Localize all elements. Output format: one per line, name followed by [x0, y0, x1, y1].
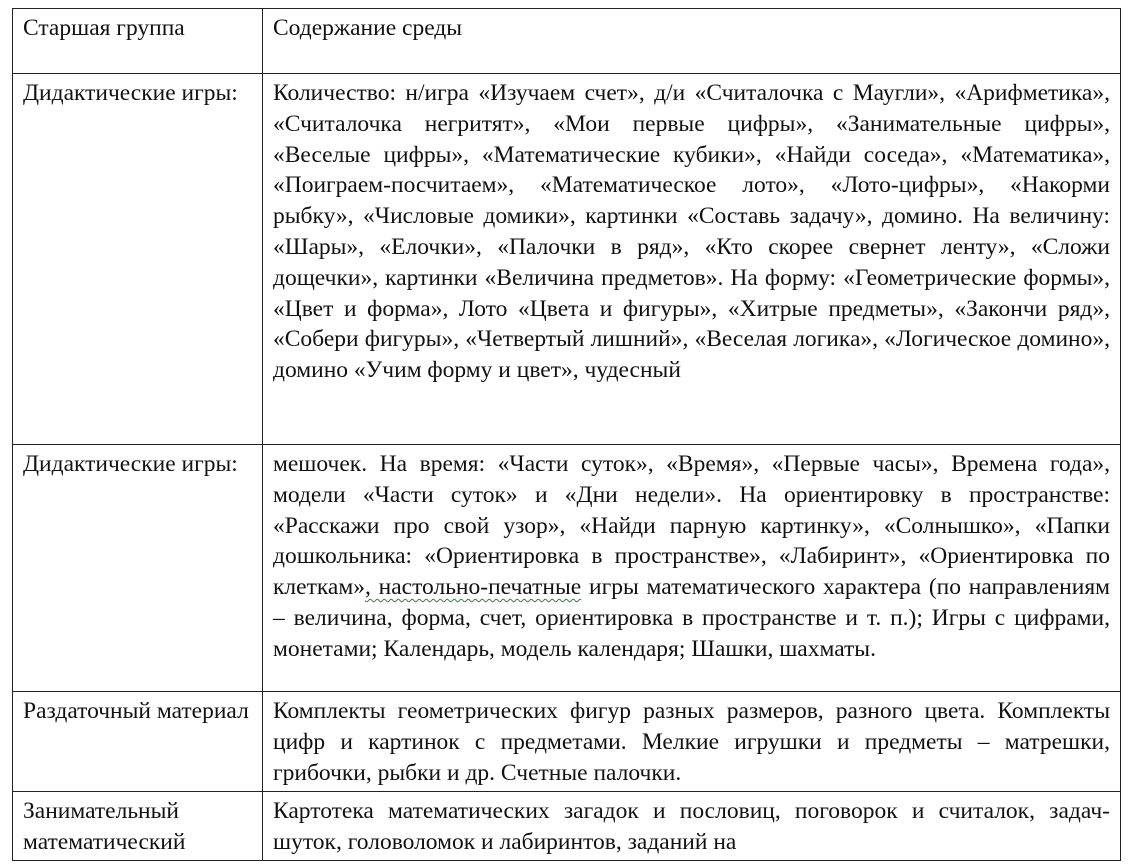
- row-label: Дидактические игры:: [13, 445, 263, 692]
- row-content: Комплекты геометрических фигур разных размеров, разного цвета. Комплекты цифр и картинок с предметами. Мелкие игрушки и предметы – матрешки, грибочки, рыбки и др. Счетные палочки.: [263, 692, 1121, 792]
- header-cell-content: Содержание среды: [263, 9, 1121, 74]
- row-content: [263, 445, 1121, 692]
- table-row: [13, 792, 1121, 861]
- table-row: [13, 74, 1121, 445]
- row-content-after: игры математического характера (по направлениям – величина, форма, счет, ориентировка в пространстве и т. п.); Игры с цифрами, монетами; Календарь, модель календаря; Шашки, шахматы.: [273, 574, 1111, 662]
- row-content: Картотека математических загадок и пословиц, поговорок и считалок, задач-шуток, головоломок и лабиринтов, заданий на: [263, 792, 1121, 861]
- row-content: Количество: н/игра «Изучаем счет», д/и «Считалочка с Маугли», «Арифметика», «Считалочка негритят», «Мои первые цифры», «Занимательные цифры», «Веселые цифры», «Математические кубики», «Найди соседа», «Математика», «Поиграем-посчитаем», «Математическое лото», «Лото-цифры», «Накорми рыбку», «Числовые домики», картинки «Составь задачу», домино. На величину: «Шары», «Елочки», «Палочки в ряд», «Кто скорее свернет ленту», «Сложи дощечки», картинки «Величина предметов». На форму: «Геометрические формы», «Цвет и форма», Лото «Цвета и фигуры», «Хитрые предметы», «Закончи ряд», «Собери фигуры», «Четвертый лишний», «Веселая логика», «Логическое домино», домино «Учим форму и цвет», чудесный: [263, 74, 1121, 445]
- table-row: [13, 692, 1121, 792]
- spellcheck-marked-text: , настольно-печатные: [364, 574, 582, 601]
- content-table: [12, 8, 1121, 861]
- row-label: Раздаточный материал: [13, 692, 263, 792]
- table-header-row: [13, 9, 1121, 74]
- table-row: [13, 445, 1121, 692]
- row-label: Занимательный математический: [13, 792, 263, 861]
- row-content-before: мешочек. На время: «Части суток», «Время», «Первые часы», Времена года», модели «Части суток» и «Дни недели». На ориентировку в пространстве: «Расскажи про свой узор», «Найди парную картинку», «Солнышко», «Папки дошкольника: «Ориентировка в пространстве», «Лабиринт», «Ориентировка по клеткам»: [273, 451, 1110, 601]
- row-label: Дидактические игры:: [13, 74, 263, 445]
- header-cell-group: Старшая группа: [13, 9, 263, 74]
